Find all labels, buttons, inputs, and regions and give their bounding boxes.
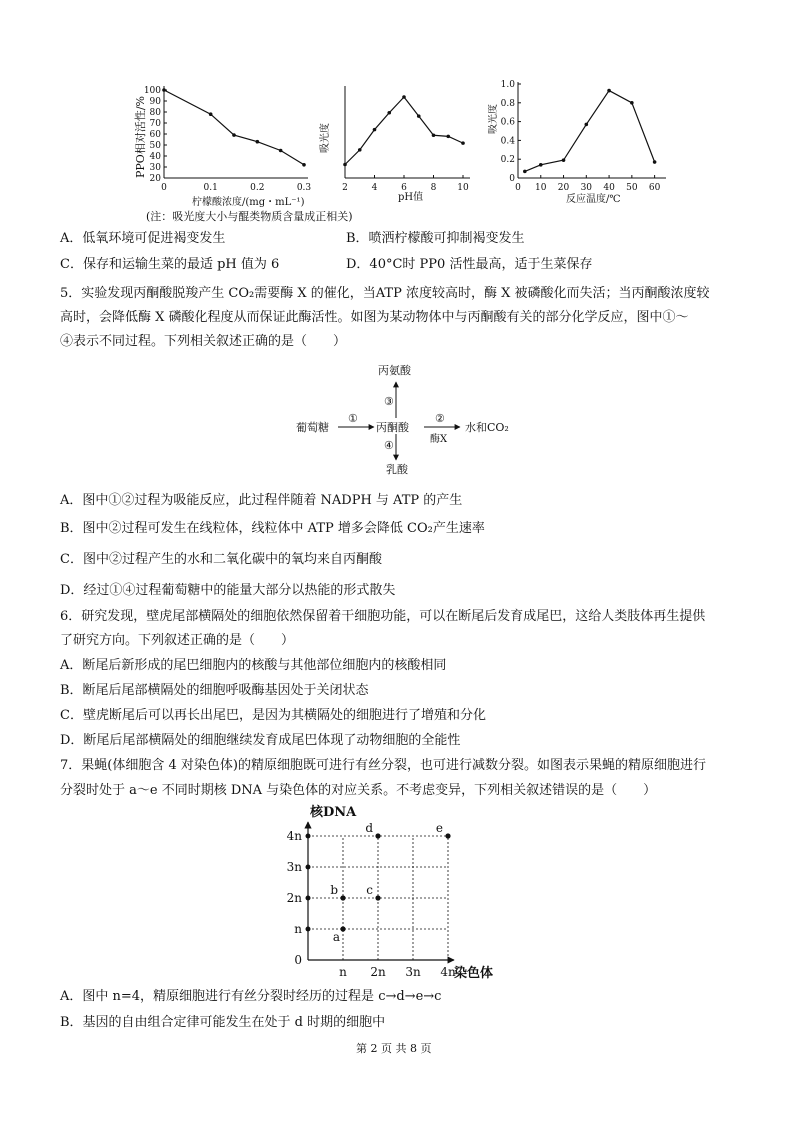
q5-option-c: C．图中②过程产生的水和二氧化碳中的氧均来自丙酮酸: [60, 552, 382, 567]
ppo-point: [302, 163, 306, 167]
q5-stem-1: 5．实验发现丙酮酸脱羧产生 CO₂需要酶 X 的催化，当ATP 浓度较高时，酶 X 被磷酸化而失活；当丙酮酸浓度较: [60, 286, 710, 301]
ppo-ytick-label: 50: [149, 141, 161, 151]
q4-option-b: B．喷洒柠檬酸可抑制褐变发生: [346, 231, 525, 246]
q4-option-d: D．40°C时 PP0 活性最高，适于生菜保存: [346, 257, 593, 272]
grid-ytick-label: 3n: [286, 860, 302, 874]
temp-point: [607, 89, 611, 93]
temp-ytick-label: 0.6: [500, 117, 515, 128]
ppo-chart: [130, 78, 330, 213]
grid-point-label: d: [365, 821, 373, 835]
grid-point-label: e: [435, 821, 443, 835]
temp-ytick-label: 1.0: [500, 80, 515, 90]
ph-xtick-label: 6: [401, 183, 407, 193]
temp-ytick-label: 0.2: [500, 155, 515, 166]
grid-ytick-label: 0: [294, 953, 302, 967]
ppo-point: [209, 112, 213, 116]
temp-point: [539, 163, 543, 167]
ph-xtick-label: 2: [342, 183, 348, 193]
enzyme-x-label: 酶X: [430, 434, 448, 445]
q6-option-c: C．壁虎断尾后可以再长出尾巴，是因为其横隔处的细胞进行了增殖和分化: [60, 708, 486, 723]
temp-xtick-label: 30: [580, 183, 593, 193]
temp-point: [562, 158, 566, 162]
q6-stem-2: 了研究方向。下列叙述正确的是（ ）: [60, 633, 295, 648]
process-3-label: ③: [384, 395, 394, 408]
temp-point: [630, 101, 634, 105]
dna-chromosome-chart: [270, 800, 510, 985]
ppo-ytick-label: 30: [149, 163, 161, 173]
grid-ytick-dot: [306, 896, 311, 901]
ppo-ytick-label: 60: [149, 130, 161, 140]
ppo-point: [279, 149, 283, 153]
node-pyruvate: 丙酮酸: [376, 421, 409, 434]
q6-stem-1: 6．研究发现，壁虎尾部横隔处的细胞依然保留着干细胞功能，可以在断尾后发育成尾巴，这给人类肢体再生提供: [60, 609, 706, 624]
ppo-xtick-label: 0.3: [296, 183, 312, 193]
page-footer: 第 2 页 共 8 页: [356, 1042, 432, 1055]
temp-chart: [488, 72, 678, 207]
temp-ytick-label: 0: [509, 174, 515, 184]
q4-option-c: C．保存和运输生菜的最适 pH 值为 6: [60, 257, 280, 272]
grid-point-label: b: [330, 883, 338, 897]
process-4-label: ④: [384, 439, 394, 452]
temp-point: [653, 160, 657, 164]
ph-ylabel: 吸光度: [320, 123, 331, 153]
grid-xtick-label: 2n: [370, 965, 386, 979]
ph-xtick-label: 8: [430, 183, 437, 193]
temp-ylabel: 吸光度: [488, 104, 499, 134]
ppo-point: [232, 133, 236, 137]
temp-xlabel: 反应温度/℃: [566, 194, 621, 205]
q7-option-b: B．基因的自由组合定律可能发生在处于 d 时期的细胞中: [60, 1015, 386, 1030]
node-glucose: 葡萄糖: [296, 421, 329, 434]
ppo-ytick-label: 90: [149, 97, 161, 107]
temp-xtick-label: 0: [515, 183, 521, 193]
ppo-xtick-label: 0: [161, 183, 167, 193]
grid-point-d: [375, 833, 380, 838]
q5-option-a: A．图中①②过程为吸能反应，此过程伴随着 NADPH 与 ATP 的产生: [60, 493, 463, 508]
ph-point: [358, 148, 362, 152]
temp-point: [585, 123, 589, 127]
q5-stem-2: 高时，会降低酶 X 磷酸化程度从而保证此酶活性。如图为某动物体中与丙酮酸有关的部分化学反应，图中①～: [60, 310, 689, 325]
ph-point: [417, 114, 421, 118]
ph-xlabel: pH值: [398, 192, 424, 203]
q6-option-a: A．断尾后新形成的尾巴细胞内的核酸与其他部位细胞内的核酸相同: [60, 658, 447, 673]
temp-xtick-label: 40: [603, 183, 615, 193]
ppo-ylabel: PPO相对活性/%: [134, 96, 147, 178]
ppo-ytick-label: 70: [149, 119, 161, 129]
process-1-label: ①: [348, 412, 358, 425]
chart-note: (注：吸光度大小与醌类物质含量成正相关): [146, 210, 353, 223]
node-alanine: 丙氨酸: [378, 364, 411, 377]
grid-point-a: [340, 926, 345, 931]
ph-xtick-label: 10: [457, 183, 469, 193]
ph-point: [432, 133, 436, 137]
grid-xtick-label: n: [339, 965, 347, 979]
temp-xtick-label: 20: [557, 183, 570, 193]
grid-point-label: a: [332, 930, 340, 944]
temp-point: [523, 170, 527, 174]
grid-ytick-label: 4n: [286, 829, 302, 843]
temp-xtick-label: 10: [535, 183, 547, 193]
ph-xtick-label: 4: [371, 183, 378, 193]
grid-ytick-dot: [306, 865, 311, 870]
ppo-ytick-label: 40: [149, 152, 161, 162]
q6-option-b: B．断尾后尾部横隔处的细胞呼吸酶基因处于关闭状态: [60, 683, 369, 698]
q6-option-d: D．断尾后尾部横隔处的细胞继续发育成尾巴体现了动物细胞的全能性: [60, 733, 461, 748]
q7-option-a: A．图中 n=4，精原细胞进行有丝分裂时经历的过程是 c→d→e→c: [60, 989, 442, 1004]
ph-point: [446, 135, 450, 139]
grid-ytick-label: 2n: [286, 891, 302, 905]
grid-point-c: [375, 895, 380, 900]
grid-point-b: [340, 895, 345, 900]
ppo-ytick-label: 100: [143, 86, 161, 96]
temp-xtick-label: 50: [626, 183, 638, 193]
ppo-xtick-label: 0.2: [250, 183, 265, 193]
ph-point: [343, 163, 347, 167]
q7-stem-2: 分裂时处于 a～e 不同时期核 DNA 与染色体的对应关系。不考虑变异，下列相关叙述错误的是（ ）: [60, 783, 657, 798]
ph-point: [461, 141, 465, 145]
ph-point: [402, 95, 406, 99]
q5-option-d: D．经过①④过程葡萄糖中的能量大部分以热能的形式散失: [60, 583, 396, 598]
ppo-ytick-label: 80: [149, 108, 161, 118]
temp-xtick-label: 60: [648, 183, 661, 193]
pyruvate-diagram: [290, 360, 530, 480]
temp-ytick-label: 0.8: [500, 98, 515, 109]
temp-ytick-label: 0.4: [500, 136, 515, 147]
grid-xtick-label: 3n: [405, 965, 421, 979]
q5-option-b: B．图中②过程可发生在线粒体，线粒体中 ATP 增多会降低 CO₂产生速率: [60, 521, 485, 536]
ppo-xlabel: 柠檬酸浓度/(mg・mL⁻¹): [192, 197, 305, 208]
process-2-label: ②: [435, 412, 445, 425]
grid-ytick-label: n: [294, 922, 302, 936]
q7-stem-1: 7．果蝇(体细胞含 4 对染色体)的精原细胞既可进行有丝分裂，也可进行减数分裂。如图表示果蝇的精原细胞进行: [60, 758, 706, 773]
grid-point-label: c: [366, 883, 373, 897]
grid-ytick-dot: [306, 927, 311, 932]
ppo-point: [162, 88, 166, 92]
node-lactate: 乳酸: [386, 463, 408, 476]
ppo-point: [256, 140, 260, 144]
node-water-co2: 水和CO₂: [465, 421, 509, 434]
ppo-ytick-label: 20: [149, 174, 161, 184]
ppo-xtick-label: 0.1: [203, 183, 218, 193]
ph-point: [373, 128, 377, 132]
ph-chart: [315, 78, 475, 213]
grid-xlabel: 染色体: [454, 966, 494, 981]
grid-ylabel: 核DNA: [310, 805, 357, 820]
q5-stem-3: ④表示不同过程。下列相关叙述正确的是（ ）: [60, 334, 347, 349]
q4-option-a: A．低氧环境可促进褐变发生: [60, 231, 226, 246]
grid-xtick-label: 4n: [440, 965, 456, 979]
grid-ytick-dot: [306, 834, 311, 839]
grid-point-e: [445, 833, 450, 838]
ph-point: [387, 111, 391, 115]
